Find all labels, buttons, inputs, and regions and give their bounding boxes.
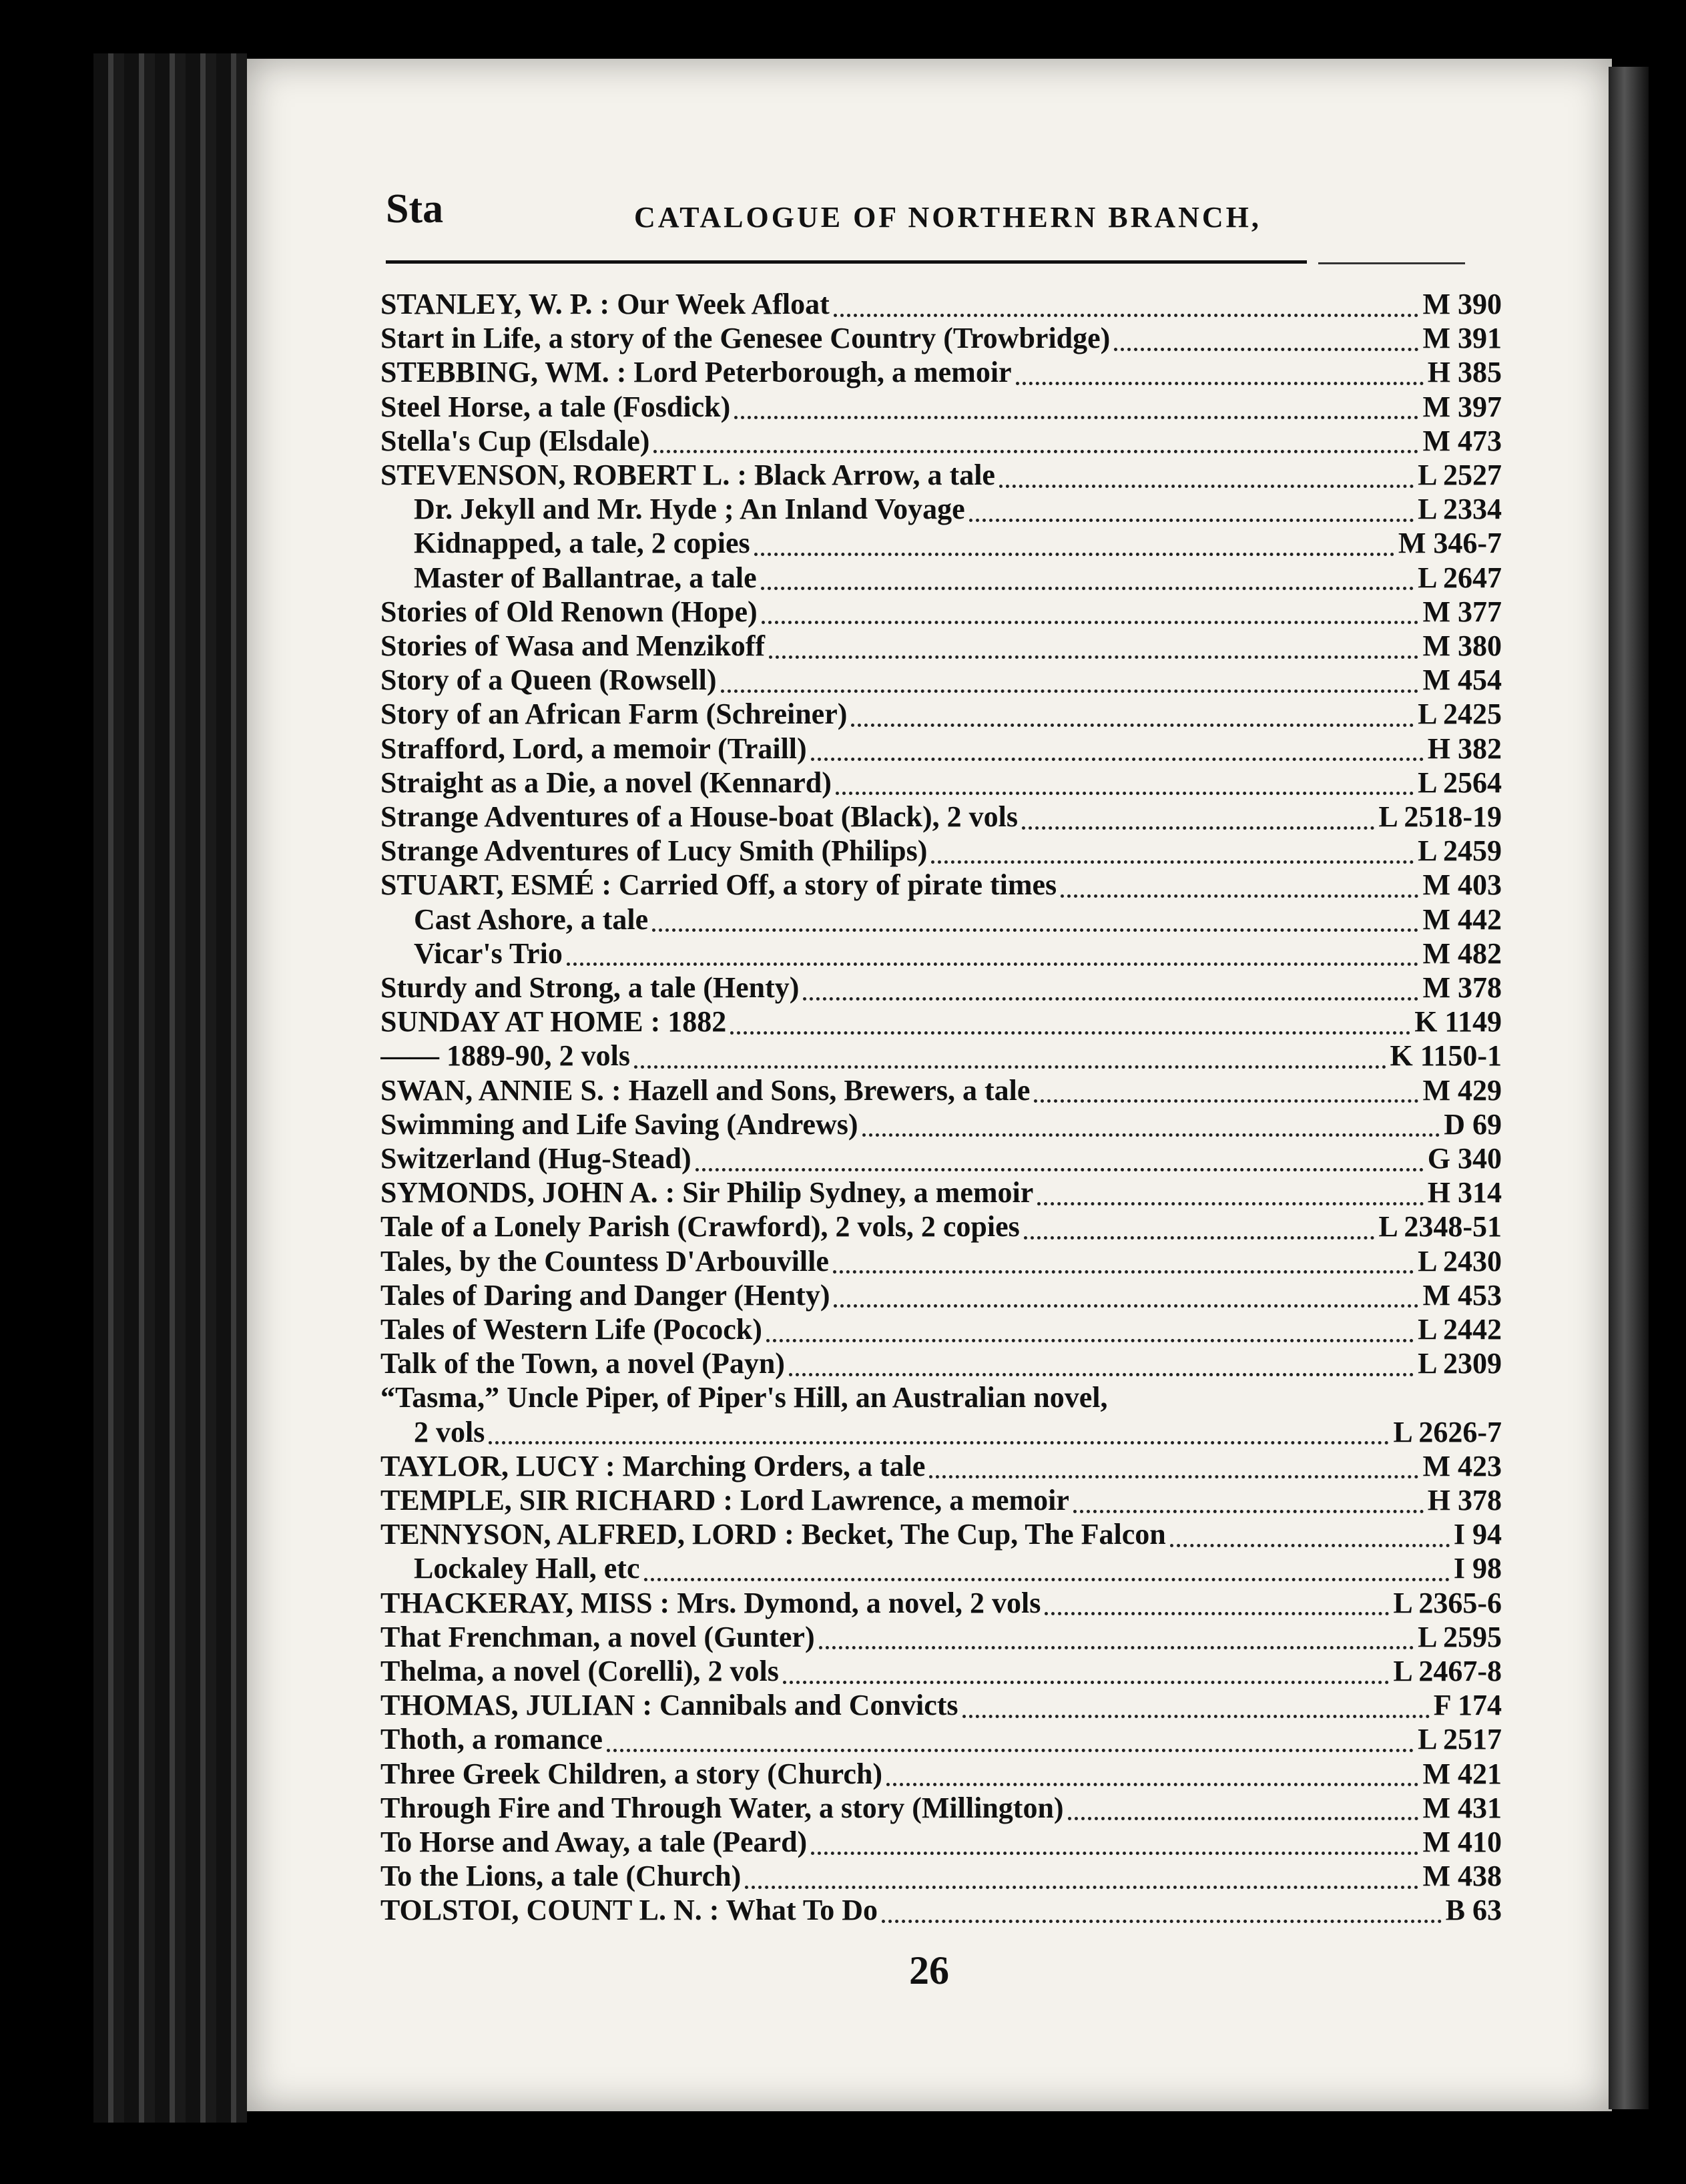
catalogue-entry — [380, 697, 1502, 733]
entry-title: Stella's Cup (Elsdale) — [380, 424, 650, 457]
catalogue-entry — [380, 1141, 1502, 1177]
entry-title: 2 vols — [414, 1415, 485, 1448]
leader-dots — [862, 1124, 1440, 1137]
catalogue-entry — [380, 1449, 1502, 1485]
entry-call-number: M 346-7 — [1398, 527, 1502, 560]
catalogue-entry — [380, 834, 1502, 870]
entry-title: TAYLOR, LUCY : Marching Orders, a tale — [380, 1449, 926, 1482]
entry-call-number: L 2459 — [1418, 834, 1502, 868]
catalogue-entry — [380, 1757, 1502, 1793]
entry-title: Stories of Wasa and Menzikoff — [380, 629, 766, 662]
page-number: 26 — [909, 1948, 949, 1992]
entry-call-number: M 429 — [1422, 1073, 1502, 1107]
entry-call-number: F 174 — [1433, 1689, 1502, 1722]
catalogue-entry — [414, 902, 1502, 938]
entry-call-number: M 473 — [1422, 424, 1502, 457]
entry-call-number: M 410 — [1422, 1826, 1502, 1858]
page-title: CATALOGUE OF NORTHERN BRANCH, — [634, 201, 1261, 234]
entry-call-number: L 2334 — [1418, 493, 1502, 526]
entry-call-number: M 403 — [1422, 868, 1502, 902]
entry-title: Thoth, a romance — [380, 1723, 603, 1756]
leader-dots — [931, 851, 1414, 864]
entry-title: Three Greek Children, a story (Church) — [380, 1757, 883, 1790]
entry-call-number: M 442 — [1422, 902, 1502, 936]
entry-call-number: M 380 — [1422, 629, 1502, 662]
entry-title: “Tasma,” Uncle Piper, of Piper's Hill, an Australian novel, — [380, 1381, 1108, 1414]
leader-dots — [721, 680, 1419, 693]
book-spine — [93, 53, 247, 2123]
leader-dots — [969, 509, 1414, 522]
leader-dots — [811, 1842, 1418, 1855]
catalogue-entry — [414, 526, 1502, 562]
catalogue-entry — [380, 1586, 1502, 1622]
catalogue-entry — [380, 1688, 1502, 1724]
leader-dots — [882, 1910, 1442, 1923]
leader-dots — [1170, 1535, 1450, 1547]
leader-dots — [1022, 817, 1374, 830]
catalogue-entry — [414, 561, 1502, 597]
leader-dots — [761, 577, 1414, 590]
leader-dots — [1061, 885, 1418, 898]
leader-dots — [607, 1739, 1414, 1752]
entry-title: SUNDAY AT HOME : 1882 — [380, 1005, 727, 1039]
leader-dots — [634, 1056, 1386, 1069]
leader-dots — [653, 441, 1418, 453]
entry-call-number: L 2309 — [1418, 1347, 1502, 1380]
catalogue-entry — [380, 1278, 1502, 1314]
entry-title: Strange Adventures of Lucy Smith (Philips) — [380, 834, 928, 868]
catalogue-entry — [380, 1039, 1502, 1075]
entry-call-number: M 391 — [1422, 322, 1502, 355]
leader-dots — [1068, 1808, 1419, 1820]
entry-title: STUART, ESMÉ : Carried Off, a story of pirate times — [380, 868, 1057, 902]
catalogue-entry — [380, 1073, 1502, 1109]
catalogue-entry — [380, 1893, 1502, 1929]
entry-title: Swimming and Life Saving (Andrews) — [380, 1107, 858, 1141]
leader-dots — [1114, 338, 1418, 351]
entry-title: Steel Horse, a tale (Fosdick) — [380, 390, 731, 423]
entry-title: TOLSTOI, COUNT L. N. : What To Do — [380, 1894, 878, 1927]
catalogue-entry — [380, 1859, 1502, 1895]
leader-dots — [644, 1569, 1450, 1581]
entry-title: Strafford, Lord, a memoir (Traill) — [380, 732, 807, 765]
entry-title: STEBBING, WM. : Lord Peterborough, a memoir — [380, 356, 1012, 389]
catalogue-entry — [380, 1346, 1502, 1382]
entry-call-number: I 98 — [1453, 1552, 1502, 1585]
catalogue-entry — [380, 424, 1502, 460]
leader-dots — [783, 1671, 1390, 1684]
entry-title: THOMAS, JULIAN : Cannibals and Convicts — [380, 1689, 958, 1722]
entry-title: Tale of a Lonely Parish (Crawford), 2 vols, 2 copies — [380, 1210, 1020, 1244]
entry-call-number: M 453 — [1422, 1278, 1502, 1312]
entry-call-number: L 2595 — [1418, 1620, 1502, 1653]
entry-title: That Frenchman, a novel (Gunter) — [380, 1620, 815, 1653]
entry-call-number: M 390 — [1422, 288, 1502, 320]
entry-title: Start in Life, a story of the Genesee Country (Trowbridge) — [380, 322, 1111, 355]
entry-call-number: H 314 — [1427, 1176, 1502, 1209]
entry-title: SWAN, ANNIE S. : Hazell and Sons, Brewers, a tale — [380, 1073, 1031, 1107]
entry-call-number: H 378 — [1427, 1484, 1502, 1517]
entry-call-number: K 1150-1 — [1390, 1039, 1502, 1073]
entry-title: STANLEY, W. P. : Our Week Afloat — [380, 288, 830, 320]
catalogue-entry — [380, 458, 1502, 494]
catalogue-entry — [380, 1175, 1502, 1211]
entry-call-number: H 382 — [1427, 732, 1502, 765]
entry-title: SYMONDS, JOHN A. : Sir Philip Sydney, a memoir — [380, 1176, 1034, 1209]
leader-dots — [754, 543, 1394, 556]
catalogue-entry — [380, 1825, 1502, 1861]
leader-dots — [1037, 1193, 1423, 1205]
entry-call-number: M 454 — [1422, 663, 1502, 697]
leader-dots — [962, 1705, 1430, 1718]
entry-call-number: I 94 — [1453, 1518, 1502, 1551]
catalogue-entry — [380, 971, 1502, 1007]
entry-call-number: M 431 — [1422, 1791, 1502, 1824]
entry-title: To Horse and Away, a tale (Peard) — [380, 1826, 808, 1858]
entry-title: Switzerland (Hug-Stead) — [380, 1142, 691, 1175]
entry-title: Vicar's Trio — [414, 936, 563, 970]
catalogue-entry — [414, 936, 1502, 973]
leader-dots — [1073, 1500, 1424, 1513]
entry-title: Thelma, a novel (Corelli), 2 vols — [380, 1655, 779, 1687]
entry-title: Master of Ballantrae, a tale — [414, 561, 757, 594]
entry-call-number: M 397 — [1422, 390, 1502, 423]
entry-title: To the Lions, a tale (Church) — [380, 1860, 742, 1893]
header-rule — [386, 260, 1307, 264]
catalogue-entry — [380, 800, 1502, 836]
entry-call-number: L 2626-7 — [1393, 1415, 1502, 1448]
catalogue-entry — [380, 355, 1502, 391]
entry-call-number: L 2430 — [1418, 1244, 1502, 1278]
catalogue-entry — [380, 1483, 1502, 1519]
entry-title: Story of a Queen (Rowsell) — [380, 663, 717, 697]
catalogue-entry — [414, 1415, 1502, 1451]
entry-title: TEMPLE, SIR RICHARD : Lord Lawrence, a memoir — [380, 1484, 1069, 1517]
leader-dots — [695, 1159, 1424, 1171]
entry-title: Cast Ashore, a tale — [414, 902, 649, 936]
entry-call-number: M 421 — [1422, 1757, 1502, 1790]
catalogue-entry — [380, 1244, 1502, 1280]
section-marker: Sta — [386, 186, 444, 232]
entry-title: Tales of Daring and Danger (Henty) — [380, 1278, 830, 1312]
entry-call-number: M 482 — [1422, 936, 1502, 970]
leader-dots — [789, 1364, 1414, 1376]
entry-call-number: M 378 — [1422, 971, 1502, 1004]
leader-dots — [999, 475, 1414, 488]
catalogue-entry — [380, 663, 1502, 699]
catalogue-entry — [380, 287, 1502, 323]
leader-dots — [1045, 1603, 1389, 1615]
leader-dots — [834, 304, 1419, 317]
entry-call-number: L 2517 — [1418, 1723, 1502, 1756]
catalogue-entry — [380, 1380, 1502, 1416]
leader-dots — [929, 1466, 1418, 1478]
entry-call-number: M 377 — [1422, 595, 1502, 628]
leader-dots — [886, 1773, 1418, 1786]
leader-dots — [766, 1330, 1414, 1342]
catalogue-entry — [380, 1107, 1502, 1143]
leader-dots — [489, 1432, 1389, 1444]
catalogue-entry — [380, 1005, 1502, 1041]
entry-title: Talk of the Town, a novel (Payn) — [380, 1347, 785, 1380]
entry-call-number: L 2518-19 — [1378, 800, 1502, 833]
leader-dots — [851, 714, 1414, 727]
entry-call-number: M 423 — [1422, 1449, 1502, 1482]
entry-call-number: D 69 — [1444, 1107, 1502, 1141]
leader-dots — [833, 1261, 1414, 1274]
page-right-edge — [1609, 67, 1649, 2109]
leader-dots — [1016, 372, 1424, 385]
catalogue-entry — [380, 1620, 1502, 1656]
leader-dots — [1024, 1227, 1375, 1240]
catalogue-entry — [380, 1654, 1502, 1690]
entry-call-number: L 2467-8 — [1393, 1655, 1502, 1687]
catalogue-entry — [380, 629, 1502, 665]
entry-call-number: L 2442 — [1418, 1313, 1502, 1346]
leader-dots — [836, 782, 1414, 795]
leader-dots — [745, 1876, 1418, 1889]
leader-dots — [811, 748, 1424, 761]
leader-dots — [567, 953, 1419, 966]
entry-call-number: L 2647 — [1418, 561, 1502, 594]
catalogue-entry — [380, 595, 1502, 631]
entry-call-number: K 1149 — [1414, 1005, 1502, 1039]
leader-dots — [1034, 1090, 1418, 1103]
catalogue-entry — [380, 390, 1502, 426]
entry-call-number: G 340 — [1427, 1142, 1502, 1175]
catalogue-entry — [380, 766, 1502, 802]
catalogue-entry — [380, 868, 1502, 904]
entry-call-number: H 385 — [1427, 356, 1502, 389]
entry-call-number: L 2365-6 — [1393, 1586, 1502, 1619]
header-rule-right — [1318, 262, 1465, 264]
catalogue-entry — [380, 1791, 1502, 1827]
entry-title: THACKERAY, MISS : Mrs. Dymond, a novel, 2 vols — [380, 1586, 1041, 1619]
entry-title: Sturdy and Strong, a tale (Henty) — [380, 971, 800, 1004]
leader-dots — [734, 406, 1418, 419]
entry-title: Through Fire and Through Water, a story (Millington) — [380, 1791, 1064, 1824]
entry-call-number: B 63 — [1445, 1894, 1502, 1927]
leader-dots — [834, 1295, 1418, 1308]
entry-title: —— 1889-90, 2 vols — [380, 1039, 630, 1073]
entry-call-number: L 2425 — [1418, 698, 1502, 731]
leader-dots — [819, 1637, 1414, 1649]
entry-title: Lockaley Hall, etc — [414, 1552, 640, 1585]
leader-dots — [730, 1022, 1410, 1035]
entry-title: Tales of Western Life (Pocock) — [380, 1313, 762, 1346]
entry-title: Straight as a Die, a novel (Kennard) — [380, 766, 832, 799]
entry-call-number: M 438 — [1422, 1860, 1502, 1893]
entry-title: Kidnapped, a tale, 2 copies — [414, 527, 750, 560]
leader-dots — [803, 988, 1418, 1001]
leader-dots — [652, 919, 1418, 932]
entry-title: Strange Adventures of a House-boat (Black), 2 vols — [380, 800, 1018, 833]
leader-dots — [762, 611, 1419, 624]
entry-title: Story of an African Farm (Schreiner) — [380, 698, 848, 731]
catalogue-entry — [380, 1722, 1502, 1758]
entry-title: Stories of Old Renown (Hope) — [380, 595, 758, 628]
catalogue-entry — [380, 1312, 1502, 1348]
catalogue-entry — [380, 1209, 1502, 1246]
entry-title: TENNYSON, ALFRED, LORD : Becket, The Cup, The Falcon — [380, 1518, 1166, 1551]
entry-title: STEVENSON, ROBERT L. : Black Arrow, a tale — [380, 459, 995, 491]
entry-call-number: L 2564 — [1418, 766, 1502, 799]
leader-dots — [769, 646, 1418, 659]
entry-call-number: L 2527 — [1418, 459, 1502, 491]
entry-call-number: L 2348-51 — [1378, 1210, 1502, 1244]
catalogue-entry — [380, 321, 1502, 357]
catalogue-entry — [380, 732, 1502, 768]
catalogue-entry — [414, 492, 1502, 528]
entry-title: Dr. Jekyll and Mr. Hyde ; An Inland Voyage — [414, 493, 965, 526]
catalogue-entry — [380, 1517, 1502, 1553]
entry-title: Tales, by the Countess D'Arbouville — [380, 1244, 829, 1278]
catalogue-entry — [414, 1551, 1502, 1587]
